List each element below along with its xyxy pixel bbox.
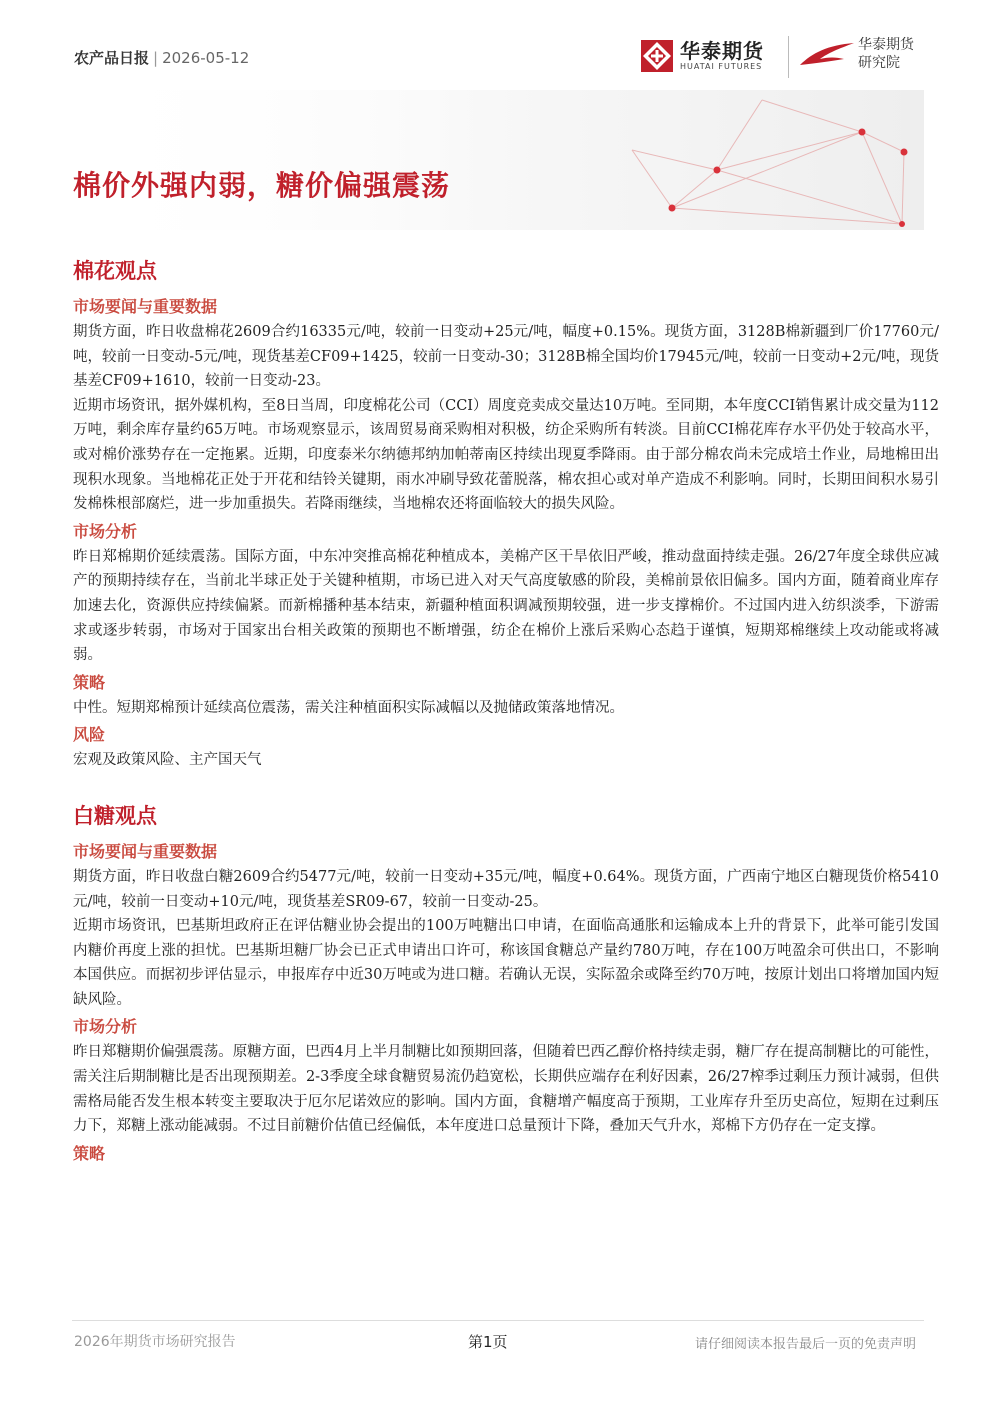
- report-title: 棉价外强内弱，糖价偏强震荡: [73, 169, 451, 202]
- cotton-news-title: 市场要闻与重要数据: [73, 297, 218, 316]
- cotton-section-title: 棉花观点: [73, 259, 157, 283]
- sugar-analysis-title: 市场分析: [73, 1017, 138, 1037]
- footer-report-name: 2026年期货市场研究报告: [74, 1334, 236, 1350]
- institute-line2: 研究院: [858, 55, 900, 71]
- logo-divider: [788, 36, 789, 78]
- header-separator: |: [153, 49, 159, 67]
- section-gap: [73, 773, 939, 799]
- report-category: 农产品日报: [74, 49, 150, 67]
- page-footer: [72, 1320, 924, 1361]
- footer-disclaimer: 请仔细阅读本报告最后一页的免责声明: [694, 1337, 916, 1352]
- cotton-risk-paragraph: 宏观及政策风险、主产国天气: [73, 752, 262, 769]
- institute-line1: 华泰期货: [858, 37, 914, 53]
- research-institute-logo: [798, 36, 914, 72]
- sugar-news-title: 市场要闻与重要数据: [73, 841, 218, 861]
- cotton-risk-title: 风险: [73, 725, 106, 745]
- network-graphic: [72, 90, 924, 230]
- report-header: [74, 47, 249, 68]
- institute-wing-icon: [798, 39, 856, 69]
- sugar-news-paragraph-2: 近期市场资讯，巴基斯坦政府正在评估糖业协会提出的100万吨糖出口申请，在面临高通胀和运输成本上升的背景下，此举可能引发国内糖价再度上涨的担忧。巴基斯坦糖厂协会已正式申请出口许可，称该国食糖总产量约780万吨，存在100万吨盈余可供出口，不影响本国供应。而据初步评估显示，申报库存中近30万吨或为进口糖。若确认无误，实际盈余或降至约70万吨，按原计划出口将增加国内短缺风险。: [73, 918, 939, 1008]
- report-body: [73, 254, 939, 1167]
- logo-cn-text: 华泰期货: [680, 38, 764, 63]
- sugar-analysis-paragraph: 昨日郑糖期价偏强震荡。原糖方面，巴西4月上半月制糖比如预期回落，但随着巴西乙醇价格持续走弱，糖厂存在提高制糖比的可能性，需关注后期制糖比是否出现预期差。2-3季度全球食糖贸易流仍趋宽松，长期供应端存在利好因素，26/27榨季过剩压力预计减弱，但供需格局能否发生根本转变主要取决于厄尔尼诺效应的影响。国内方面，食糖增产幅度高于预期，工业库存升至历史高位，短期在过剩压力下，郑糖上涨动能减弱。不过目前糖价估值已经偏低，本年度进口总量预计下降，叠加天气升水，郑棉下方仍存在一定支撑。: [73, 1044, 939, 1135]
- logo-en-text: HUATAI FUTURES: [680, 61, 763, 71]
- sugar-section-title: 白糖观点: [73, 803, 157, 828]
- sugar-strategy-title: 策略: [73, 1143, 106, 1163]
- cotton-analysis-title: 市场分析: [73, 521, 138, 541]
- huatai-futures-logo: [640, 36, 764, 74]
- huatai-logo-icon: [640, 36, 674, 74]
- sugar-news-paragraph-1: 期货方面，昨日收盘白糖2609合约5477元/吨，较前一日变动+35元/吨，幅度+0.64%。现货方面，广西南宁地区白糖现货价格5410元/吨，较前一日变动+10元/吨，现货基差SR09-67，较前一日变动-25。: [73, 868, 939, 910]
- title-banner: [72, 90, 924, 230]
- footer-page-number: 第1页: [468, 1333, 508, 1351]
- cotton-strategy-paragraph: 中性。短期郑棉预计延续高位震荡，需关注种植面积实际减幅以及抛储政策落地情况。: [73, 699, 624, 716]
- cotton-news-paragraph-2: 近期市场资讯，据外媒机构，至8日当周，印度棉花公司（CCI）周度竞卖成交量达10万吨。至同期，本年度CCI销售累计成交量为112万吨，剩余库存量约65万吨。市场观察显示，该周贸易商采购相对积极，纺企采购所有转淡。目前CCI棉花库存水平仍处于较高水平，或对棉价涨势存在一定拖累。近期，印度泰米尔纳德邦纳加帕蒂南区持续出现夏季降雨。由于部分棉农尚未完成培土作业，局地棉田出现积水现象。当地棉花正处于开花和结铃关键期，雨水冲刷导致花蕾脱落，棉农担心或对单产造成不利影响。同时，长期田间积水易引发棉株根部腐烂，进一步加重损失。若降雨继续，当地棉农还将面临较大的损失风险。: [73, 397, 939, 513]
- cotton-strategy-title: 策略: [73, 672, 106, 692]
- report-date: 2026-05-12: [162, 49, 250, 67]
- cotton-analysis-paragraph: 昨日郑棉期价延续震荡。国际方面，中东冲突推高棉花种植成本，美棉产区干旱依旧严峻，推动盘面持续走强。26/27年度全球供应减产的预期持续存在，当前北半球正处于关键种植期，市场已进入对天气高度敏感的阶段，美棉前景依旧偏多。国内方面，随着商业库存加速去化，资源供应持续偏紧。而新棉播种基本结束，新疆种植面积调减预期较强，进一步支撑棉价。不过国内进入纺织淡季，下游需求或逐步转弱，市场对于国家出台相关政策的预期也不断增强，纺企在棉价上涨后采购心态趋于谨慎，短期郑棉继续上攻动能或将减弱。: [73, 548, 939, 664]
- cotton-news-paragraph-1: 期货方面，昨日收盘棉花2609合约16335元/吨，较前一日变动+25元/吨，幅度+0.15%。现货方面，3128B棉新疆到厂价17760元/吨，较前一日变动-5元/吨，现货基差CF09+1425，较前一日变动-30；3128B棉全国均价17945元/吨，较前一日变动+2元/吨，现货基差CF09+1610，较前一日变动-23。: [73, 324, 939, 390]
